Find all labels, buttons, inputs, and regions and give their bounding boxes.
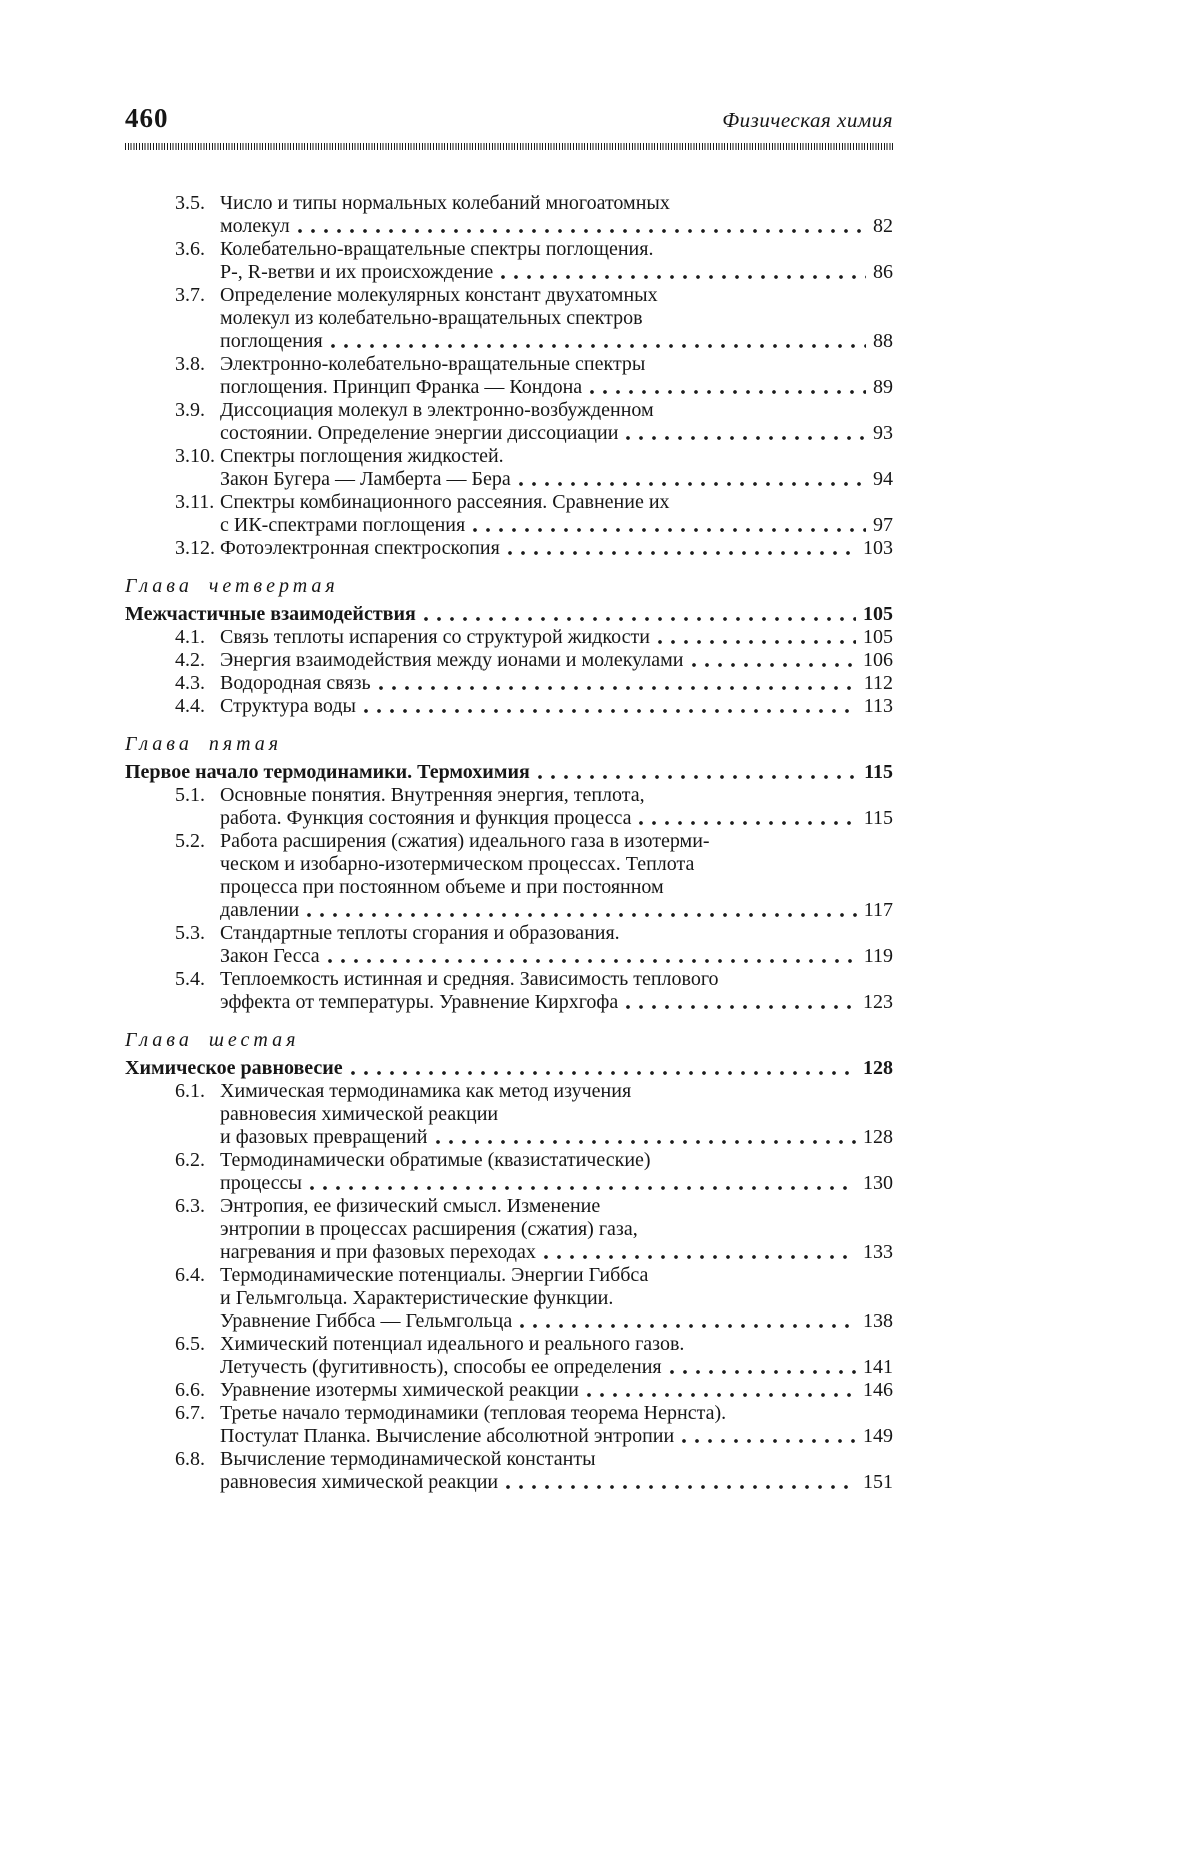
- toc-entry: [125, 695, 893, 718]
- dot-leader: [302, 1177, 863, 1189]
- toc-entry-text: эффекта от температуры. Уравнение Кирхгофа: [220, 991, 619, 1013]
- toc-entry-lastline: [220, 672, 893, 695]
- page-ref: 105: [863, 603, 893, 625]
- toc-entry-number: 6.2.: [175, 1149, 205, 1171]
- toc-entry-line: Работа расширения (сжатия) идеального газа в изотерми-: [220, 830, 710, 852]
- page-ref: 113: [863, 695, 893, 717]
- toc-entry-number: 4.1.: [175, 626, 205, 648]
- page-ref: 115: [864, 761, 893, 783]
- toc-entry-text: давлении: [220, 899, 300, 921]
- dot-leader: [650, 631, 863, 643]
- toc-entry: [125, 284, 893, 353]
- toc-entry-line: Спектры комбинационного рассеяния. Сравнение их: [220, 491, 670, 513]
- toc-entry-lastline: [220, 695, 893, 718]
- toc-entry-number: 4.2.: [175, 649, 205, 671]
- toc-entry-line: ческом и изобарно-изотермическом процессах. Теплота: [220, 853, 695, 875]
- toc-entry-line: Стандартные теплоты сгорания и образования.: [220, 922, 620, 944]
- toc-entry-text: нагревания и при фазовых переходах: [220, 1241, 536, 1263]
- toc-entry-line: Химическая термодинамика как метод изучения: [220, 1080, 632, 1102]
- toc-entry-number: 4.3.: [175, 672, 205, 694]
- page-ref: 149: [863, 1425, 893, 1447]
- dot-leader: [498, 1476, 863, 1488]
- page-ref: 82: [873, 215, 893, 237]
- toc-entry-text: процессы: [220, 1172, 302, 1194]
- toc-entry-text: и фазовых превращений: [220, 1126, 428, 1148]
- dot-leader: [371, 677, 864, 689]
- toc-entry-text: Энергия взаимодействия между ионами и молекулами: [220, 649, 684, 671]
- toc-entry-text: Водородная связь: [220, 672, 371, 694]
- page-ref: 112: [863, 672, 893, 694]
- page-ref: 117: [863, 899, 893, 921]
- toc-entry-text: Первое начало термодинамики. Термохимия: [125, 761, 530, 783]
- toc-entry: [125, 784, 893, 830]
- toc-entry-number: 6.6.: [175, 1379, 205, 1401]
- toc-entry: [125, 491, 893, 537]
- dot-leader: [511, 473, 873, 485]
- dot-leader: [299, 904, 864, 916]
- page-ref: 86: [873, 261, 893, 283]
- toc-entry-line: Основные понятия. Внутренняя энергия, теплота,: [220, 784, 645, 806]
- toc-entry-text: Уравнение изотермы химической реакции: [220, 1379, 579, 1401]
- toc-entry-text: Закон Гесса: [220, 945, 320, 967]
- page-ref: 138: [863, 1310, 893, 1332]
- toc-entry-line: равновесия химической реакции: [220, 1103, 499, 1125]
- page-number: 460: [125, 103, 169, 133]
- toc-part-title: [125, 603, 893, 626]
- toc-entry: [125, 1149, 893, 1195]
- toc-entry-lastline: [220, 1471, 893, 1494]
- toc-entry-lastline: [220, 1172, 893, 1195]
- toc-entry-line: энтропии в процессах расширения (сжатия) газа,: [220, 1218, 638, 1240]
- page-ref: 94: [873, 468, 893, 490]
- toc-entry-text: с ИК-спектрами поглощения: [220, 514, 466, 536]
- toc-entry: [125, 626, 893, 649]
- toc-entry-line: Электронно-колебательно-вращательные спектры: [220, 353, 646, 375]
- toc-entry-text: поглощения: [220, 330, 323, 352]
- toc-entry-line: Спектры поглощения жидкостей.: [220, 445, 504, 467]
- toc-entry: [125, 649, 893, 672]
- toc-entry-line: и Гельмгольца. Характеристические функции.: [220, 1287, 614, 1309]
- toc-entry-lastline: [220, 422, 893, 445]
- toc-entry-line: Химический потенциал идеального и реального газов.: [220, 1333, 685, 1355]
- toc-part-title: [125, 761, 893, 784]
- toc-entry-text: молекул: [220, 215, 290, 237]
- dot-leader: [512, 1315, 863, 1327]
- toc-entry-lastline: [220, 514, 893, 537]
- toc-entry-text: Закон Бугера — Ламберта — Бера: [220, 468, 511, 490]
- toc-entry-lastline: [220, 807, 893, 830]
- dot-leader: [356, 700, 864, 712]
- toc-entry-text: Связь теплоты испарения со структурой жидкости: [220, 626, 650, 648]
- dot-leader: [465, 519, 873, 531]
- page-ref: 128: [863, 1126, 893, 1148]
- dot-leader: [674, 1430, 863, 1442]
- dot-leader: [320, 950, 864, 962]
- toc-entry-text: Уравнение Гиббса — Гельмгольца: [220, 1310, 513, 1332]
- running-title: Физическая химия: [722, 108, 893, 132]
- toc-entry: [125, 353, 893, 399]
- page-ref: 128: [863, 1057, 893, 1079]
- page-ref: 89: [873, 376, 893, 398]
- toc-entry: [125, 1379, 893, 1402]
- toc-entry-text: P-, R-ветви и их происхождение: [220, 261, 494, 283]
- toc-entry-lastline: [125, 603, 893, 626]
- toc-entry: [125, 1402, 893, 1448]
- toc-entry-number: 3.10.: [175, 445, 215, 467]
- toc-entry-text: состоянии. Определение энергии диссоциации: [220, 422, 619, 444]
- toc-entry: [125, 445, 893, 491]
- toc-entry-number: 3.5.: [175, 192, 205, 214]
- page-ref: 123: [863, 991, 893, 1013]
- toc-entry: [125, 922, 893, 968]
- toc-entry-lastline: [220, 261, 893, 284]
- dot-leader: [662, 1361, 863, 1373]
- toc-entry: [125, 968, 893, 1014]
- toc-entry-lastline: [220, 899, 893, 922]
- page-ref: 151: [863, 1471, 893, 1493]
- toc-entry-number: 5.3.: [175, 922, 205, 944]
- toc-entry: [125, 399, 893, 445]
- toc-entry-number: 5.2.: [175, 830, 205, 852]
- page-ref: 93: [873, 422, 893, 444]
- dot-leader: [428, 1131, 864, 1143]
- chapter-label: Глава шестая: [125, 1029, 300, 1051]
- page-ref: 146: [863, 1379, 893, 1401]
- toc-entry-number: 3.9.: [175, 399, 205, 421]
- chapter-label: Глава четвертая: [125, 575, 339, 597]
- toc-entry-line: Колебательно-вращательные спектры поглощения.: [220, 238, 654, 260]
- dot-leader: [500, 542, 863, 554]
- toc-entry-text: Межчастичные взаимодействия: [125, 603, 416, 625]
- page-ref: 103: [863, 537, 893, 559]
- toc-entry-line: Термодинамические потенциалы. Энергии Гиббса: [220, 1264, 649, 1286]
- page-ref: 130: [863, 1172, 893, 1194]
- toc-entry-text: Постулат Планка. Вычисление абсолютной энтропии: [220, 1425, 675, 1447]
- toc: [125, 192, 893, 1494]
- toc-entry-lastline: [220, 537, 893, 560]
- toc-entry: [125, 1448, 893, 1494]
- toc-entry-line: Диссоциация молекул в электронно-возбужденном: [220, 399, 654, 421]
- toc-entry-number: 3.7.: [175, 284, 205, 306]
- toc-entry: [125, 1080, 893, 1149]
- toc-entry-lastline: [125, 1057, 893, 1080]
- dot-leader: [684, 654, 863, 666]
- toc-entry-lastline: [220, 991, 893, 1014]
- dot-leader: [582, 381, 873, 393]
- toc-entry-lastline: [220, 649, 893, 672]
- toc-entry-text: равновесия химической реакции: [220, 1471, 499, 1493]
- toc-entry-text: работа. Функция состояния и функция процесса: [220, 807, 632, 829]
- toc-entry-text: Структура воды: [220, 695, 356, 717]
- toc-entry: [125, 1333, 893, 1379]
- toc-entry-number: 3.12.: [175, 537, 215, 559]
- toc-entry-number: 6.1.: [175, 1080, 205, 1102]
- toc-entry-number: 4.4.: [175, 695, 205, 717]
- toc-entry: [125, 192, 893, 238]
- toc-entry: [125, 537, 893, 560]
- toc-entry-text: Фотоэлектронная спектроскопия: [220, 537, 500, 559]
- toc-entry-number: 6.5.: [175, 1333, 205, 1355]
- toc-entry-lastline: [220, 626, 893, 649]
- toc-entry-number: 5.1.: [175, 784, 205, 806]
- toc-entry: [125, 1195, 893, 1264]
- chapter-label: Глава пятая: [125, 733, 283, 755]
- toc-entry: [125, 672, 893, 695]
- toc-entry-number: 5.4.: [175, 968, 205, 990]
- toc-entry-line: Вычисление термодинамической константы: [220, 1448, 596, 1470]
- page-ref: 97: [873, 514, 893, 536]
- toc-entry-lastline: [220, 1356, 893, 1379]
- page-ref: 141: [863, 1356, 893, 1378]
- page-ref: 106: [863, 649, 893, 671]
- dot-leader: [290, 220, 873, 232]
- toc-entry-text: Летучесть (фугитивность), способы ее определения: [220, 1356, 662, 1378]
- page-ref: 119: [863, 945, 893, 967]
- dot-leader: [343, 1062, 863, 1074]
- toc-entry-lastline: [220, 1379, 893, 1402]
- toc-entry-lastline: [220, 376, 893, 399]
- toc-entry-line: процесса при постоянном объеме и при постоянном: [220, 876, 664, 898]
- toc-entry-line: Термодинамически обратимые (квазистатические): [220, 1149, 651, 1171]
- toc-entry-line: Определение молекулярных констант двухатомных: [220, 284, 658, 306]
- dot-leader: [416, 608, 863, 620]
- toc-entry: [125, 830, 893, 922]
- toc-entry-lastline: [220, 945, 893, 968]
- toc-entry-lastline: [220, 1425, 893, 1448]
- toc-entry-number: 6.3.: [175, 1195, 205, 1217]
- toc-entry-text: поглощения. Принцип Франка — Кондона: [220, 376, 583, 398]
- toc-entry-lastline: [220, 330, 893, 353]
- dot-leader: [493, 266, 873, 278]
- toc-entry-number: 3.11.: [175, 491, 215, 513]
- dot-leader: [530, 766, 864, 778]
- toc-entry-lastline: [220, 1126, 893, 1149]
- page-ref: 133: [863, 1241, 893, 1263]
- toc-entry: [125, 238, 893, 284]
- toc-entry-line: молекул из колебательно-вращательных спектров: [220, 307, 643, 329]
- page-ref: 115: [863, 807, 893, 829]
- toc-entry-lastline: [125, 761, 893, 784]
- toc-entry-number: 3.6.: [175, 238, 205, 260]
- toc-entry-lastline: [220, 1310, 893, 1333]
- toc-entry-number: 6.8.: [175, 1448, 205, 1470]
- toc-entry-line: Энтропия, ее физический смысл. Изменение: [220, 1195, 601, 1217]
- toc-entry-line: Третье начало термодинамики (тепловая теорема Нернста).: [220, 1402, 727, 1424]
- toc-entry-number: 6.7.: [175, 1402, 205, 1424]
- dot-leader: [323, 335, 873, 347]
- toc-entry-lastline: [220, 215, 893, 238]
- toc-entry-line: Теплоемкость истинная и средняя. Зависимость теплового: [220, 968, 719, 990]
- toc-part-title: [125, 1057, 893, 1080]
- toc-entry-text: Химическое равновесие: [125, 1057, 343, 1079]
- toc-entry-number: 3.8.: [175, 353, 205, 375]
- toc-entry-lastline: [220, 1241, 893, 1264]
- dot-leader: [618, 996, 863, 1008]
- dot-leader: [618, 427, 873, 439]
- dot-leader: [631, 812, 863, 824]
- toc-entry-lastline: [220, 468, 893, 491]
- page-header: [125, 103, 893, 134]
- toc-entry-line: Число и типы нормальных колебаний многоатомных: [220, 192, 670, 214]
- toc-entry-number: 6.4.: [175, 1264, 205, 1286]
- dot-leader: [536, 1246, 863, 1258]
- dot-leader: [579, 1384, 863, 1396]
- header-rule: [125, 143, 893, 150]
- toc-entry: [125, 1264, 893, 1333]
- page-ref: 105: [863, 626, 893, 648]
- page-ref: 88: [873, 330, 893, 352]
